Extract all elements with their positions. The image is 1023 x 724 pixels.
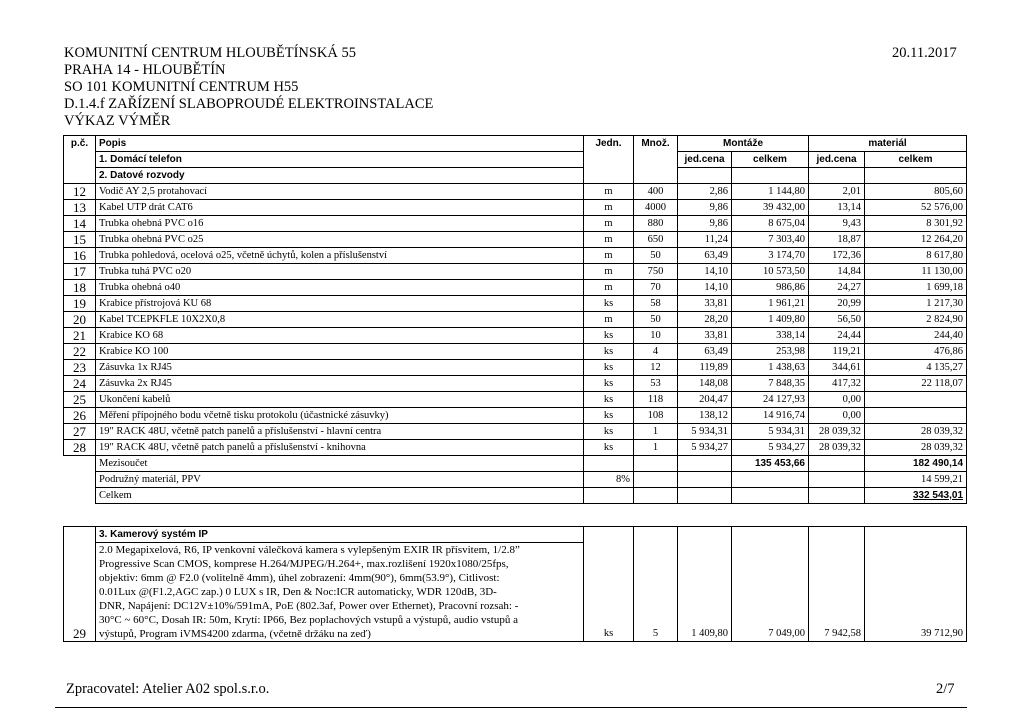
montaze-unit-price: 63,49 [678,248,732,264]
footer-author: Zpracovatel: Atelier A02 spol.s.r.o. [66,681,270,697]
material-unit-price: 28 039,32 [809,440,865,456]
table-body [64,184,967,456]
unit-cell: ks [584,424,634,440]
montaze-total: 1 438,63 [732,360,809,376]
material-unit-price: 28 039,32 [809,424,865,440]
quantity-cell: 1 [634,424,678,440]
quantity-cell: 880 [634,216,678,232]
row-number: 20 [64,312,96,328]
total-label: Celkem [96,488,584,504]
material-unit-price: 0,00 [809,408,865,424]
montaze-total: 5 934,31 [732,424,809,440]
montaze-unit-price: 63,49 [678,344,732,360]
col-mnoz: Množ. [634,136,678,152]
unit-cell: ks [584,408,634,424]
montaze-total: 39 432,00 [732,200,809,216]
col-montaze-jedcena: jed.cena [678,152,732,168]
montaze-unit-price: 119,89 [678,360,732,376]
header-line-3: SO 101 KOMUNITNÍ CENTRUM H55 [64,79,299,95]
material-total: 476,86 [865,344,967,360]
montaze-total: 7 848,35 [732,376,809,392]
montaze-total: 338,14 [732,328,809,344]
col-material-celkem: celkem [865,152,967,168]
montaze-total: 5 934,27 [732,440,809,456]
item-description: 19" RACK 48U, včetně patch panelů a příslušenství - knihovna [96,440,584,456]
quantity-table [63,135,967,504]
material-unit-price: 20,99 [809,296,865,312]
row-number: 18 [64,280,96,296]
quantity-cell: 58 [634,296,678,312]
montaze-unit-price: 5 934,27 [678,440,732,456]
row-number: 24 [64,376,96,392]
montaze-unit-price: 33,81 [678,328,732,344]
material-total: 1 217,30 [865,296,967,312]
item-description: Trubka ohebná PVC o16 [96,216,584,232]
material-total: 805,60 [865,184,967,200]
quantity-cell: 5 [634,543,678,642]
material-unit-price: 18,87 [809,232,865,248]
item-description: Trubka tuhá PVC o20 [96,264,584,280]
description-line: 2.0 Megapixelová, R6, IP venkovní válečková kamera s vylepšeným EXIR IR přísvitem, 1/2.8” [99,544,520,556]
material-unit-price: 24,27 [809,280,865,296]
material-total: 11 130,00 [865,264,967,280]
material-unit-price: 14,84 [809,264,865,280]
item-description: Trubka ohebná o40 [96,280,584,296]
montaze-total: 14 916,74 [732,408,809,424]
col-material-jedcena: jed.cena [809,152,865,168]
row-number: 12 [64,184,96,200]
table-row [64,392,967,408]
col-popis: Popis [96,136,584,152]
montaze-unit-price: 9,86 [678,200,732,216]
quantity-cell: 12 [634,360,678,376]
row-number: 27 [64,424,96,440]
quantity-cell: 400 [634,184,678,200]
item-description: Trubka ohebná PVC o25 [96,232,584,248]
row-number: 19 [64,296,96,312]
quantity-cell: 50 [634,248,678,264]
quantity-cell: 50 [634,312,678,328]
quantity-cell: 108 [634,408,678,424]
header-row-1 [64,136,967,152]
quantity-cell: 650 [634,232,678,248]
material-unit-price: 417,32 [809,376,865,392]
montaze-unit-price: 1 409,80 [678,543,732,642]
header-line-2: PRAHA 14 - HLOUBĚTÍN [64,62,226,78]
unit-cell: m [584,264,634,280]
table-row [64,408,967,424]
row-number: 26 [64,408,96,424]
material-unit-price: 13,14 [809,200,865,216]
item-description: Krabice přístrojová KU 68 [96,296,584,312]
material-unit-price: 24,44 [809,328,865,344]
item-description: Krabice KO 100 [96,344,584,360]
description-line: Progressive Scan CMOS, komprese H.264/MJPEG/H.264+, max.rozlišení 1920x1080/25fps, [99,558,509,570]
montaze-total: 1 409,80 [732,312,809,328]
item-description: Trubka pohledová, ocelová o25, včetně úchytů, kolen a příslušenství [96,248,584,264]
row-number: 29 [64,543,96,642]
quantity-cell: 1 [634,440,678,456]
quantity-cell: 750 [634,264,678,280]
secondary-material-row [64,472,967,488]
montaze-unit-price: 14,10 [678,264,732,280]
unit-cell: m [584,248,634,264]
description-line: DNR, Napájení: DC12V±10%/591mA, PoE (802.3af, Power over Ethernet), Pracovní rozsah: - [99,600,519,612]
document-date: 20.11.2017 [892,45,957,61]
total-row [64,488,967,504]
unit-cell: ks [584,328,634,344]
montaze-unit-price: 2,86 [678,184,732,200]
montaze-total: 10 573,50 [732,264,809,280]
item-description: 19" RACK 48U, včetně patch panelů a příslušenství - hlavní centra [96,424,584,440]
camera-description [96,543,584,642]
secondary-material-label: Podružný materiál, PPV [96,472,584,488]
header-line-4: D.1.4.f ZAŘÍZENÍ SLABOPROUDÉ ELEKTROINSTALACE [64,96,434,112]
header-row-2 [64,152,967,168]
page-number: 2/7 [936,681,955,697]
material-total: 22 118,07 [865,376,967,392]
unit-cell: m [584,184,634,200]
section-3-title: 3. Kamerový systém IP [96,527,584,543]
table-row [64,328,967,344]
quantity-cell: 10 [634,328,678,344]
row-number: 14 [64,216,96,232]
montaze-total: 8 675,04 [732,216,809,232]
col-material: materiál [809,136,967,152]
row-number: 22 [64,344,96,360]
montaze-unit-price: 9,86 [678,216,732,232]
material-total: 8 617,80 [865,248,967,264]
material-total [865,392,967,408]
montaze-total: 1 961,21 [732,296,809,312]
col-montaze: Montáže [678,136,809,152]
unit-cell: ks [584,392,634,408]
unit-cell: ks [584,360,634,376]
montaze-total: 253,98 [732,344,809,360]
table-row [64,424,967,440]
montaze-total: 24 127,93 [732,392,809,408]
quantity-cell: 70 [634,280,678,296]
unit-cell: ks [584,296,634,312]
row-number: 23 [64,360,96,376]
row-number: 17 [64,264,96,280]
section-1-title: 1. Domácí telefon [96,152,584,168]
table-row [64,280,967,296]
description-line: výstupů, Program iVMS4200 zdarma, (včetně držáku na zeď) [99,628,371,640]
description-line: 0.01Lux @(F1.2,AGC zap.) 0 LUX s IR, Den & Noc:ICR automaticky, WDR 120dB, 3D- [99,586,497,598]
material-total: 39 712,90 [865,543,967,642]
unit-cell: ks [584,440,634,456]
quantity-cell: 4000 [634,200,678,216]
montaze-unit-price: 148,08 [678,376,732,392]
subtotal-label: Mezisoučet [96,456,584,472]
table-row [64,200,967,216]
item-description: Kabel UTP drát CAT6 [96,200,584,216]
quantity-cell: 4 [634,344,678,360]
row-number: 15 [64,232,96,248]
montaze-total: 986,86 [732,280,809,296]
item-description: Krabice KO 68 [96,328,584,344]
unit-cell: m [584,280,634,296]
material-unit-price: 9,43 [809,216,865,232]
material-total: 2 824,90 [865,312,967,328]
material-unit-price: 0,00 [809,392,865,408]
material-unit-price: 344,61 [809,360,865,376]
montaze-unit-price: 11,24 [678,232,732,248]
material-unit-price: 2,01 [809,184,865,200]
montaze-total: 3 174,70 [732,248,809,264]
material-total: 8 301,92 [865,216,967,232]
row-number: 21 [64,328,96,344]
material-total: 4 135,27 [865,360,967,376]
row-number: 16 [64,248,96,264]
subtotal-montaze: 135 453,66 [732,456,809,472]
montaze-total: 7 303,40 [732,232,809,248]
material-unit-price: 7 942,58 [809,543,865,642]
material-total: 244,40 [865,328,967,344]
montaze-total: 1 144,80 [732,184,809,200]
table-row [64,376,967,392]
secondary-material-percent: 8% [584,472,634,488]
montaze-unit-price: 33,81 [678,296,732,312]
table-row [64,440,967,456]
montaze-unit-price: 14,10 [678,280,732,296]
unit-cell: m [584,232,634,248]
material-total: 1 699,18 [865,280,967,296]
material-total: 52 576,00 [865,200,967,216]
montaze-unit-price: 204,47 [678,392,732,408]
quantity-cell: 53 [634,376,678,392]
item-description: Ukončení kabelů [96,392,584,408]
table-row [64,543,967,642]
description-line: 30°C ~ 60°C, Dosah IR: 50m, Krytí: IP66, Bez poplachových vstupů a výstupů, audio vstupů a [99,614,518,626]
montaze-unit-price: 138,12 [678,408,732,424]
montaze-total: 7 049,00 [732,543,809,642]
header-line-1: KOMUNITNÍ CENTRUM HLOUBĚTÍNSKÁ 55 [64,45,356,61]
table-row [64,312,967,328]
unit-cell: ks [584,344,634,360]
material-total: 28 039,32 [865,440,967,456]
material-total: 12 264,20 [865,232,967,248]
material-unit-price: 56,50 [809,312,865,328]
item-description: Zásuvka 1x RJ45 [96,360,584,376]
material-total [865,408,967,424]
section-3-row [64,527,967,543]
row-number: 25 [64,392,96,408]
header-line-5: VÝKAZ VÝMĚR [64,113,171,129]
subtotal-material: 182 490,14 [865,456,967,472]
secondary-material-value: 14 599,21 [865,472,967,488]
item-description: Měření přípojného bodu včetně tisku protokolu (účastnické zásuvky) [96,408,584,424]
quantity-cell: 118 [634,392,678,408]
item-description: Vodič AY 2,5 protahovací [96,184,584,200]
table-row [64,184,967,200]
montaze-unit-price: 28,20 [678,312,732,328]
col-pc: p.č. [64,136,96,152]
table-row [64,360,967,376]
material-unit-price: 119,21 [809,344,865,360]
material-unit-price: 172,36 [809,248,865,264]
montaze-unit-price: 5 934,31 [678,424,732,440]
section-2-title: 2. Datové rozvody [96,168,584,184]
subtotal-row [64,456,967,472]
material-total: 28 039,32 [865,424,967,440]
unit-cell: m [584,216,634,232]
camera-table [63,526,967,642]
table-row [64,264,967,280]
table-row [64,216,967,232]
row-number: 13 [64,200,96,216]
unit-cell: m [584,312,634,328]
description-line: objektiv: 6mm @ F2.0 (volitelně 4mm), úhel zobrazení: 4mm(90°), 6mm(53.9°), Citlivost: [99,572,500,584]
unit-cell: ks [584,543,634,642]
total-value: 332 543,01 [865,488,967,504]
table-row [64,248,967,264]
section-2-row [64,168,967,184]
col-montaze-celkem: celkem [732,152,809,168]
table-row [64,296,967,312]
item-description: Zásuvka 2x RJ45 [96,376,584,392]
row-number: 28 [64,440,96,456]
item-description: Kabel TCEPKFLE 10X2X0,8 [96,312,584,328]
col-jedn: Jedn. [584,136,634,152]
footer-rule [55,707,967,708]
unit-cell: m [584,200,634,216]
unit-cell: ks [584,376,634,392]
table-row [64,344,967,360]
table-row [64,232,967,248]
